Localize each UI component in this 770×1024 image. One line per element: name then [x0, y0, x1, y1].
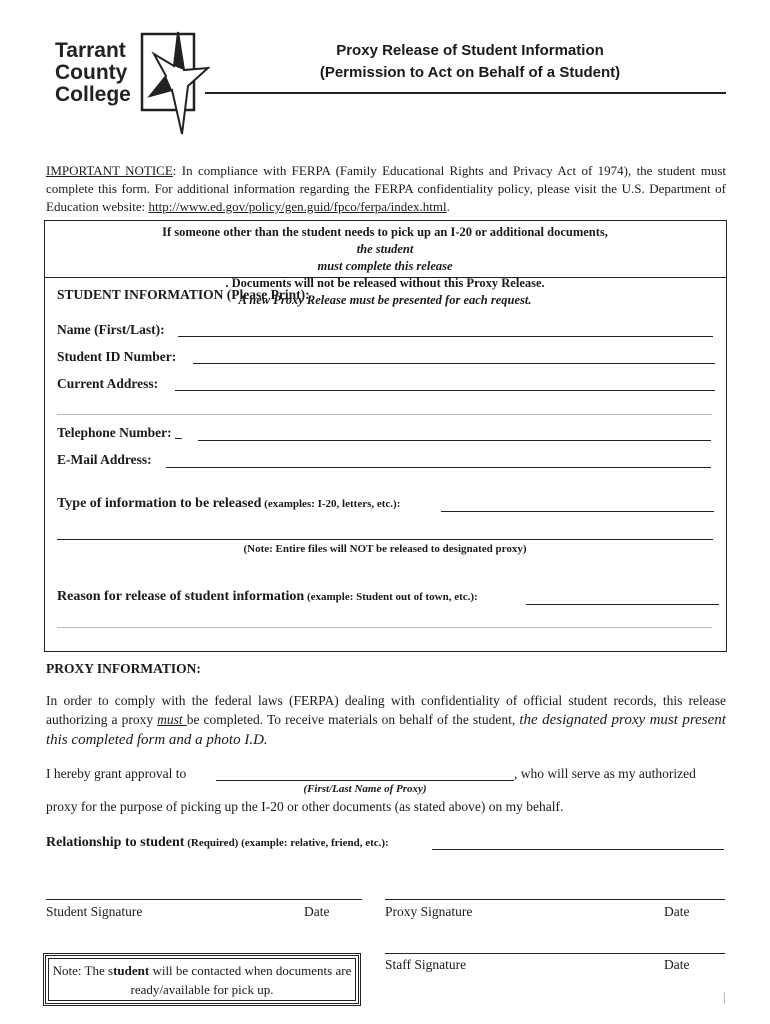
reason-example: (example: Student out of town, etc.): [304, 591, 478, 603]
info-type-label-text: Type of information to be released [57, 496, 262, 511]
logo-line: College [55, 83, 131, 106]
name-field[interactable] [178, 336, 713, 337]
logo-line: Tarrant [55, 39, 126, 62]
banner-line-3: A new Proxy Release must be presented for each request. [238, 293, 532, 307]
proxy-signature-field[interactable] [385, 899, 725, 900]
telephone-field[interactable] [198, 440, 711, 441]
title-line-1: Proxy Release of Student Information [336, 42, 604, 59]
proxy-para-text-2: be completed. To receive materials on behalf of the student, [186, 712, 520, 727]
email-label: E-Mail Address: [57, 452, 152, 467]
proxy-para-emph: the designated proxy must present this completed form and a photo I.D. [46, 712, 726, 748]
proxy-info-heading: PROXY INFORMATION: [46, 661, 201, 676]
proxy-name-field[interactable] [216, 780, 514, 781]
student-info-heading: STUDENT INFORMATION (Please Print): [57, 287, 310, 302]
proxy-date-label: Date [664, 904, 690, 919]
reason-field-line-2[interactable] [57, 627, 712, 628]
title-divider [205, 92, 726, 94]
star-icon [138, 30, 210, 136]
note-text-1: Note: The s [52, 963, 114, 978]
student-date-label: Date [304, 904, 330, 919]
student-id-label: Student ID Number: [57, 349, 177, 364]
proxy-paragraph [46, 691, 726, 750]
note-text-emph: tudent [113, 963, 150, 978]
banner-line-1-text: If someone other than the student needs to pick up an I-20 or additional documents, [162, 225, 608, 239]
telephone-label: Telephone Number: _ [57, 425, 182, 440]
notice-text: : In compliance with FERPA (Family Educational Rights and Privacy Act of 1974), the student must complete this form. For additional information regarding the FERPA confidentiality policy, please visit the U.S. Department of Education website: [46, 163, 726, 214]
banner-line-1-emph: the student [356, 242, 414, 256]
staff-signature-field[interactable] [385, 953, 725, 954]
student-signature-label: Student Signature [46, 904, 143, 919]
address-field-line-2[interactable] [57, 414, 712, 415]
proxy-para-must: must [157, 712, 187, 727]
relationship-example: (Required) (example: relative, friend, etc.): [184, 837, 389, 849]
reason-label [57, 589, 478, 605]
proxy-name-caption: (First/Last Name of Proxy) [303, 783, 427, 795]
info-type-field-line-2[interactable] [57, 539, 713, 540]
student-id-field[interactable] [193, 363, 715, 364]
staff-date-label: Date [664, 957, 690, 972]
proxy-para-text-1: In order to comply with the federal laws (FERPA) dealing with confidentiality of official student records, this release authorizing a proxy [46, 693, 726, 727]
address-label: Current Address: [57, 376, 159, 391]
notice-label: IMPORTANT NOTICE [46, 163, 173, 178]
reason-label-text: Reason for release of student information [57, 589, 305, 604]
relationship-label [46, 835, 389, 851]
page-margin-mark [724, 992, 725, 1004]
student-signature-field[interactable] [46, 899, 362, 900]
info-type-label [57, 496, 400, 512]
banner-line-2-text: . Documents will not be released without this Proxy Release. [225, 276, 545, 290]
files-note: (Note: Entire files will NOT be released to designated proxy) [243, 543, 527, 555]
relationship-label-text: Relationship to student [46, 835, 185, 850]
email-field[interactable] [166, 467, 711, 468]
staff-signature-label: Staff Signature [385, 957, 467, 972]
form-title [280, 40, 660, 84]
notice-end: . [446, 199, 450, 214]
proxy-signature-label: Proxy Signature [385, 904, 473, 919]
logo-line: County [55, 61, 128, 84]
title-line-2: (Permission to Act on Behalf of a Student) [319, 64, 621, 81]
banner-line-2-emph: must complete this release [317, 259, 453, 273]
important-notice [46, 162, 726, 216]
pickup-note [50, 961, 354, 999]
ferpa-link[interactable]: http://www.ed.gov/policy/gen.guid/fpco/ferpa/index.html [148, 199, 447, 214]
grant-label: I hereby grant approval to [46, 766, 187, 781]
name-label: Name (First/Last): [57, 322, 165, 337]
note-text-2: will be contacted when documents are ready/available for pick up. [130, 963, 352, 997]
college-logo-text [55, 40, 145, 106]
address-field[interactable] [175, 390, 715, 391]
grant-purpose: proxy for the purpose of picking up the I-20 or other documents (as stated above) on my behalf. [46, 799, 564, 814]
info-type-field[interactable] [441, 511, 714, 512]
grant-label-end: , who will serve as my authorized [514, 766, 696, 781]
info-type-example: (examples: I-20, letters, etc.): [261, 498, 401, 510]
reason-field[interactable] [526, 604, 719, 605]
banner-line-1 [60, 224, 710, 258]
relationship-field[interactable] [432, 849, 724, 850]
